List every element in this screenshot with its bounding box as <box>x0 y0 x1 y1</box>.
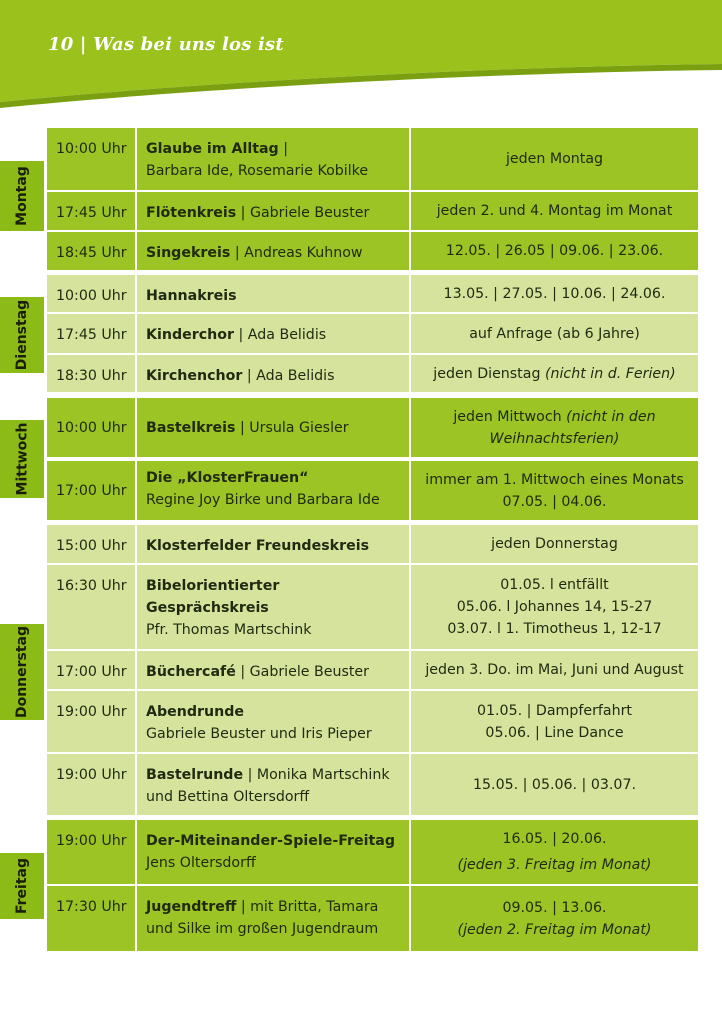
event-time: 19:00 Uhr <box>47 691 135 752</box>
event-dates: immer am 1. Mittwoch eines Monats 07.05. | 04.06. <box>411 461 698 520</box>
schedule-row <box>47 232 698 270</box>
schedule-row <box>47 691 698 752</box>
event-dates: 13.05. | 27.05. | 10.06. | 24.06. <box>411 275 698 312</box>
event-dates: jeden Donnerstag <box>411 525 698 563</box>
event-time: 15:00 Uhr <box>47 525 135 563</box>
event-dates: 16.05. | 20.06. (jeden 3. Freitag im Monat) <box>411 820 698 884</box>
event-time: 17:45 Uhr <box>47 314 135 353</box>
event-time: 17:30 Uhr <box>47 886 135 951</box>
event-dates: 12.05. | 26.05 | 09.06. | 23.06. <box>411 232 698 270</box>
page-title: 10 | Was bei uns los ist <box>48 34 284 55</box>
event-title: Flötenkreis | Gabriele Beuster <box>137 192 409 230</box>
day-tab-montag: Montag <box>0 161 44 231</box>
schedule-row <box>47 128 698 190</box>
schedule-row <box>47 754 698 815</box>
event-time: 18:30 Uhr <box>47 355 135 392</box>
schedule-row <box>47 651 698 689</box>
schedule-row <box>47 525 698 563</box>
event-dates: jeden 2. und 4. Montag im Monat <box>411 192 698 230</box>
event-title: Abendrunde Gabriele Beuster und Iris Pieper <box>137 691 409 752</box>
schedule-row <box>47 398 698 457</box>
schedule-row <box>47 192 698 230</box>
event-time: 19:00 Uhr <box>47 754 135 815</box>
event-title: Bibelorientierter Gesprächskreis Pfr. Thomas Martschink <box>137 565 409 649</box>
event-dates: 15.05. | 05.06. | 03.07. <box>411 754 698 815</box>
schedule-row <box>47 461 698 520</box>
schedule-row <box>47 886 698 951</box>
event-title: Kinderchor | Ada Belidis <box>137 314 409 353</box>
event-dates: 09.05. | 13.06. (jeden 2. Freitag im Monat) <box>411 886 698 951</box>
event-time: 17:45 Uhr <box>47 192 135 230</box>
event-title: Bastelkreis | Ursula Giesler <box>137 398 409 457</box>
day-tab-donnerstag: Donnerstag <box>0 624 44 720</box>
day-tab-dienstag: Dienstag <box>0 297 44 373</box>
event-dates: jeden Mittwoch (nicht in den Weihnachtsferien) <box>411 398 698 457</box>
event-time: 17:00 Uhr <box>47 461 135 520</box>
schedule-row <box>47 314 698 353</box>
event-title: Jugendtreff | mit Britta, Tamara und Silke im großen Jugendraum <box>137 886 409 951</box>
schedule-row <box>47 820 698 884</box>
schedule-group-montag <box>47 128 698 270</box>
event-dates: jeden Montag <box>411 128 698 190</box>
event-title: Singekreis | Andreas Kuhnow <box>137 232 409 270</box>
schedule-group-freitag <box>47 820 698 951</box>
event-time: 16:30 Uhr <box>47 565 135 649</box>
event-title: Hannakreis <box>137 275 409 312</box>
event-dates: jeden Dienstag (nicht in d. Ferien) <box>411 355 698 392</box>
event-title: Bastelrunde | Monika Martschink und Bettina Oltersdorff <box>137 754 409 815</box>
event-title: Glaube im Alltag | Barbara Ide, Rosemarie Kobilke <box>137 128 409 190</box>
schedule-group-mittwoch <box>47 398 698 520</box>
event-time: 10:00 Uhr <box>47 398 135 457</box>
schedule-group-donnerstag <box>47 525 698 815</box>
event-title: Büchercafé | Gabriele Beuster <box>137 651 409 689</box>
event-dates: 01.05. l entfällt 05.06. l Johannes 14, 15-27 03.07. l 1. Timotheus 1, 12-17 <box>411 565 698 649</box>
event-title: Kirchenchor | Ada Belidis <box>137 355 409 392</box>
event-title: Klosterfelder Freundeskreis <box>137 525 409 563</box>
day-tab-mittwoch: Mittwoch <box>0 420 44 498</box>
event-title: Die „KlosterFrauen“ Regine Joy Birke und Barbara Ide <box>137 461 409 520</box>
event-time: 18:45 Uhr <box>47 232 135 270</box>
schedule-group-dienstag <box>47 275 698 392</box>
event-time: 19:00 Uhr <box>47 820 135 884</box>
schedule-row <box>47 275 698 312</box>
schedule-row <box>47 355 698 392</box>
event-time: 10:00 Uhr <box>47 128 135 190</box>
event-title: Der-Miteinander-Spiele-Freitag Jens Oltersdorff <box>137 820 409 884</box>
event-time: 10:00 Uhr <box>47 275 135 312</box>
event-dates: jeden 3. Do. im Mai, Juni und August <box>411 651 698 689</box>
event-dates: auf Anfrage (ab 6 Jahre) <box>411 314 698 353</box>
day-tab-freitag: Freitag <box>0 853 44 919</box>
header-band <box>0 0 722 110</box>
event-dates: 01.05. | Dampferfahrt 05.06. | Line Dance <box>411 691 698 752</box>
schedule-row <box>47 565 698 649</box>
event-time: 17:00 Uhr <box>47 651 135 689</box>
